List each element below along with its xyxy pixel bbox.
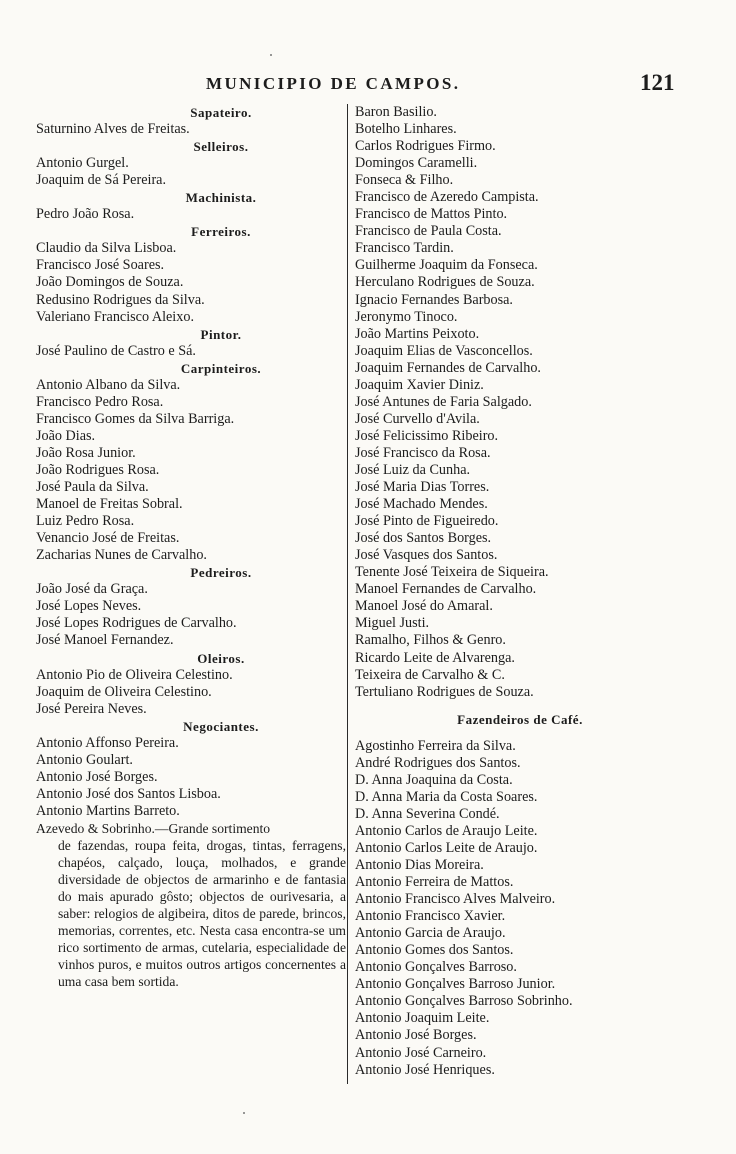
- directory-entry: Domingos Caramelli.: [355, 155, 478, 172]
- directory-entry: Francisco Gomes da Silva Barriga.: [36, 410, 235, 427]
- directory-entry: José Lopes Neves.: [36, 598, 142, 615]
- directory-entry: José Luiz da Cunha.: [355, 461, 471, 478]
- directory-entry: Fonseca & Filho.: [355, 172, 454, 189]
- directory-entry: Antonio José Borges.: [355, 1027, 477, 1044]
- directory-entry: Antonio Gonçalves Barroso Sobrinho.: [355, 993, 573, 1010]
- directory-entry: Valeriano Francisco Aleixo.: [36, 308, 194, 325]
- directory-entry: Antonio Gurgel.: [36, 155, 129, 172]
- directory-entry: Manoel Fernandes de Carvalho.: [355, 581, 537, 598]
- directory-entry: Antonio Dias Moreira.: [355, 857, 484, 874]
- directory-entry: Antonio Gomes dos Santos.: [355, 942, 514, 959]
- section-heading: Negociantes.: [183, 718, 259, 734]
- directory-entry: Saturnino Alves de Freitas.: [36, 121, 190, 138]
- directory-entry: Ricardo Leite de Alvarenga.: [355, 649, 515, 666]
- section-gap: [355, 728, 685, 738]
- directory-entry: Antonio Pio de Oliveira Celestino.: [36, 666, 233, 683]
- directory-entry: Francisco de Azeredo Campista.: [355, 189, 539, 206]
- directory-entry: José Lopes Rodrigues de Carvalho.: [36, 615, 237, 632]
- directory-entry: Baron Basilio.: [355, 104, 437, 120]
- directory-entry: José Pereira Neves.: [36, 700, 147, 717]
- section-heading: Oleiros.: [197, 650, 245, 666]
- directory-entry: Manoel José do Amaral.: [355, 598, 493, 615]
- directory-entry: Luiz Pedro Rosa.: [36, 513, 135, 530]
- print-speck: [243, 1112, 245, 1114]
- directory-entry: Antonio José Carneiro.: [355, 1044, 487, 1061]
- section-heading: Pedreiros.: [190, 565, 252, 581]
- directory-entry: Redusino Rodrigues da Silva.: [36, 291, 205, 308]
- directory-entry: Francisco Tardin.: [355, 240, 454, 257]
- business-advertisement: [36, 820, 346, 990]
- directory-entry: Antonio José Borges.: [36, 768, 158, 785]
- directory-entry: Joaquim Fernandes de Carvalho.: [355, 359, 541, 376]
- directory-entry: D. Anna Joaquina da Costa.: [355, 771, 513, 788]
- directory-entry: Antonio Francisco Alves Malveiro.: [355, 891, 556, 908]
- directory-entry: José Paulino de Castro e Sá.: [36, 342, 196, 359]
- section-heading: Selleiros.: [193, 139, 249, 155]
- left-column: [36, 104, 346, 990]
- directory-entry: D. Anna Maria da Costa Soares.: [355, 788, 538, 805]
- directory-entry: Claudio da Silva Lisboa.: [36, 240, 177, 257]
- directory-entry: Antonio Joaquim Leite.: [355, 1010, 490, 1027]
- directory-entry: Antonio Francisco Xavier.: [355, 908, 506, 925]
- directory-entry: José Paula da Silva.: [36, 479, 149, 496]
- section-heading: Machinista.: [185, 190, 257, 206]
- directory-entry: Joaquim Elias de Vasconcellos.: [355, 342, 533, 359]
- directory-entry: José dos Santos Borges.: [355, 530, 492, 547]
- directory-entry: Tertuliano Rodrigues de Souza.: [355, 683, 534, 700]
- section-heading: Pintor.: [200, 326, 242, 342]
- directory-entry: Antonio Carlos de Araujo Leite.: [355, 822, 538, 839]
- section-heading: Carpinteiros.: [180, 360, 262, 376]
- running-header: [0, 70, 736, 100]
- directory-entry: José Machado Mendes.: [355, 496, 488, 513]
- directory-entry: Joaquim de Sá Pereira.: [36, 172, 167, 189]
- directory-entry: Francisco de Mattos Pinto.: [355, 206, 508, 223]
- directory-entry: José Curvello d'Avila.: [355, 410, 480, 427]
- directory-entry: João José da Graça.: [36, 581, 148, 598]
- section-heading: Fazendeiros de Café.: [457, 711, 583, 727]
- directory-entry: Ignacio Fernandes Barbosa.: [355, 291, 513, 308]
- directory-entry: Manoel de Freitas Sobral.: [36, 496, 183, 513]
- directory-entry: D. Anna Severina Condé.: [355, 805, 500, 822]
- directory-entry: Antonio José Henriques.: [355, 1061, 495, 1078]
- advert-body: de fazendas, roupa feita, drogas, tintas, ferragens, chapéos, calçado, louça, molhados, e grande diversidade de objectos de armarinho e de fantasia do mais apurado gôsto; objectos de ourivesaria, a saber: relogios de algibeira, ditos de parede, brincos, memorias, correntes, etc. Nesta casa encontra-se um rico sortimento de armas, cutelaria, especialidade de vinhos puros, e muitos outros artigos concernentes a uma casa bem sortida.: [58, 838, 346, 990]
- directory-entry: Carlos Rodrigues Firmo.: [355, 138, 496, 155]
- right-column: [355, 104, 685, 1079]
- directory-entry: Antonio Carlos Leite de Araujo.: [355, 839, 538, 856]
- directory-entry: José Felicissimo Ribeiro.: [355, 427, 499, 444]
- section-gap: [355, 701, 685, 711]
- directory-entry: João Dias.: [36, 427, 96, 444]
- directory-entry: Guilherme Joaquim da Fonseca.: [355, 257, 538, 274]
- section-heading: Sapateiro.: [190, 105, 252, 120]
- directory-entry: Teixeira de Carvalho & C.: [355, 666, 505, 683]
- directory-entry: Francisco Pedro Rosa.: [36, 393, 164, 410]
- column-divider: [347, 104, 348, 1084]
- directory-entry: Joaquim de Oliveira Celestino.: [36, 683, 212, 700]
- directory-entry: Antonio Affonso Pereira.: [36, 734, 179, 751]
- directory-entry: Antonio Albano da Silva.: [36, 376, 181, 393]
- directory-entry: Antonio Gonçalves Barroso Junior.: [355, 976, 556, 993]
- header-title: MUNICIPIO DE CAMPOS.: [206, 74, 461, 93]
- directory-entry: João Rosa Junior.: [36, 444, 136, 461]
- directory-entry: Zacharias Nunes de Carvalho.: [36, 547, 207, 564]
- directory-entry: Miguel Justi.: [355, 615, 430, 632]
- directory-entry: João Martins Peixoto.: [355, 325, 480, 342]
- directory-entry: Antonio José dos Santos Lisboa.: [36, 785, 221, 802]
- directory-entry: Francisco José Soares.: [36, 257, 165, 274]
- directory-entry: José Antunes de Faria Salgado.: [355, 393, 532, 410]
- section-heading: Ferreiros.: [191, 224, 251, 240]
- directory-entry: José Francisco da Rosa.: [355, 444, 491, 461]
- directory-entry: Jeronymo Tinoco.: [355, 308, 458, 325]
- directory-entry: Francisco de Paula Costa.: [355, 223, 502, 240]
- advert-first-line: Azevedo & Sobrinho.—Grande sortimento: [36, 820, 271, 836]
- directory-entry: José Maria Dias Torres.: [355, 479, 490, 496]
- directory-entry: Ramalho, Filhos & Genro.: [355, 632, 506, 649]
- directory-entry: Antonio Gonçalves Barroso.: [355, 959, 517, 976]
- directory-entry: Pedro João Rosa.: [36, 206, 135, 223]
- page-number: 121: [640, 70, 675, 95]
- print-speck: [270, 54, 272, 56]
- directory-entry: Venancio José de Freitas.: [36, 530, 180, 547]
- directory-entry: Antonio Martins Barreto.: [36, 802, 180, 819]
- directory-entry: João Rodrigues Rosa.: [36, 461, 160, 478]
- directory-entry: André Rodrigues dos Santos.: [355, 754, 521, 771]
- directory-entry: Antonio Goulart.: [36, 751, 133, 768]
- directory-entry: Botelho Linhares.: [355, 121, 457, 138]
- directory-entry: Tenente José Teixeira de Siqueira.: [355, 564, 549, 581]
- directory-entry: Herculano Rodrigues de Souza.: [355, 274, 535, 291]
- directory-entry: José Vasques dos Santos.: [355, 547, 498, 564]
- directory-entry: José Manoel Fernandez.: [36, 632, 174, 649]
- directory-entry: Agostinho Ferreira da Silva.: [355, 737, 516, 754]
- directory-entry: João Domingos de Souza.: [36, 274, 184, 291]
- directory-entry: Joaquim Xavier Diniz.: [355, 376, 484, 393]
- directory-entry: José Pinto de Figueiredo.: [355, 513, 499, 530]
- directory-entry: Antonio Ferreira de Mattos.: [355, 874, 514, 891]
- directory-entry: Antonio Garcia de Araujo.: [355, 925, 506, 942]
